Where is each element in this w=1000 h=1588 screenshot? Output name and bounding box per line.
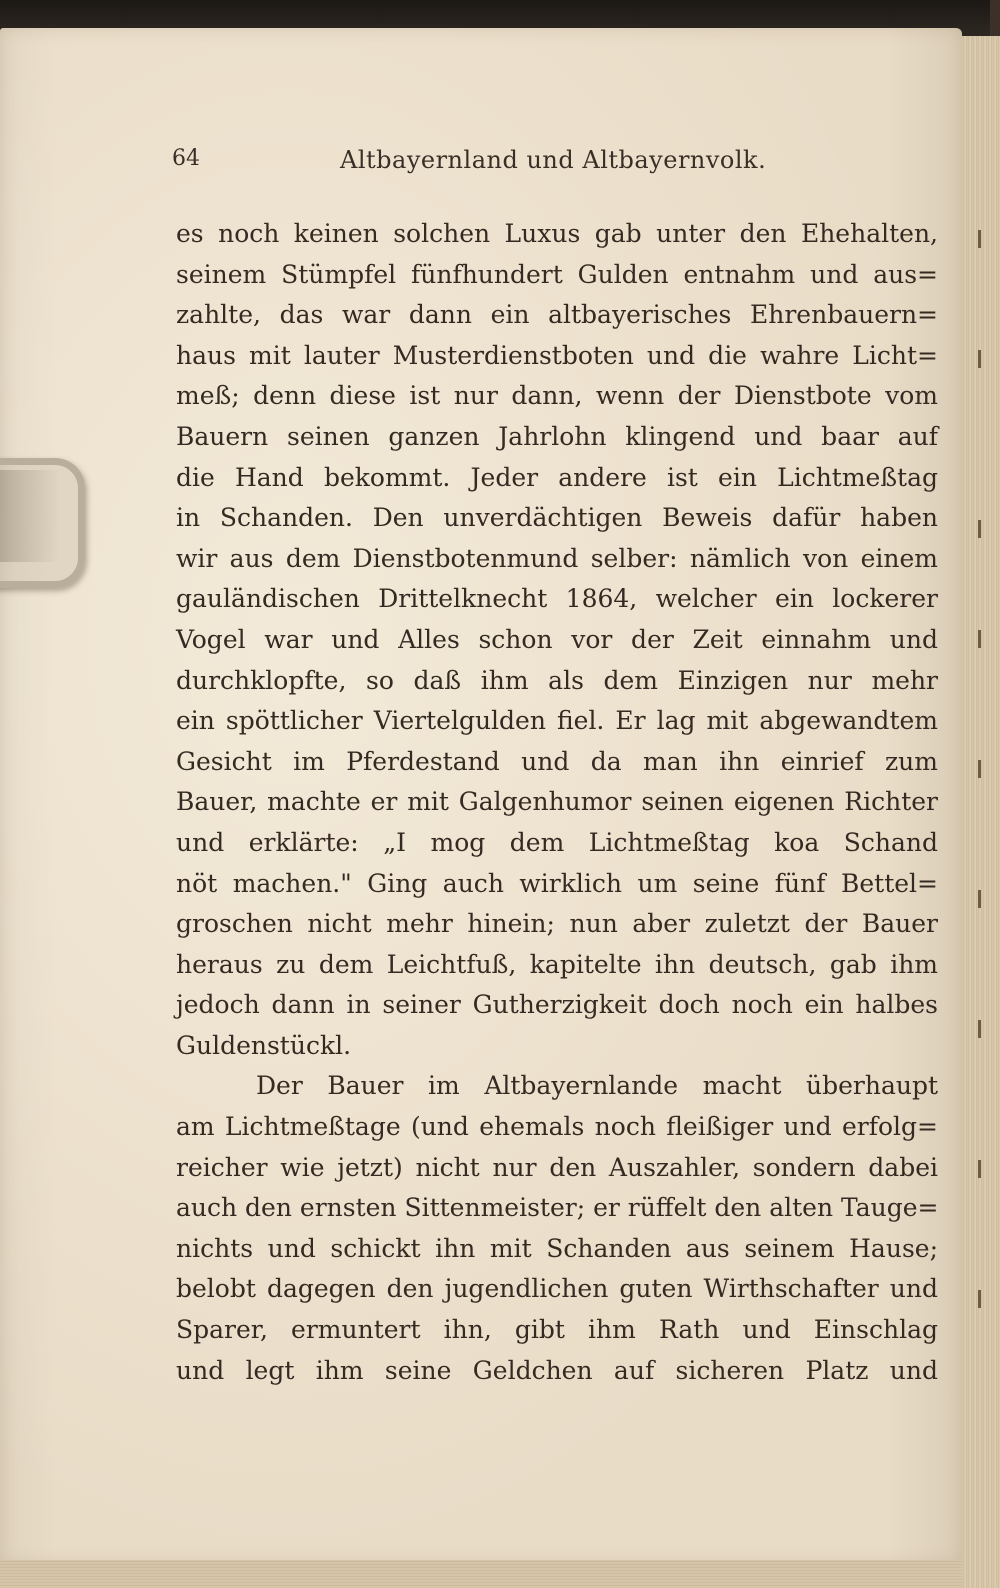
text-line: Bauer, machte er mit Galgenhumor seinen eigenen Richter <box>176 787 938 817</box>
text-line: jedoch dann in seiner Gutherzigkeit doch noch ein halbes <box>176 990 938 1020</box>
margin-mark <box>978 1290 981 1308</box>
text-line: reicher wie jetzt) nicht nur den Auszahler, sondern dabei <box>176 1152 938 1182</box>
running-head: Altbayernland und Altbayernvolk. <box>340 146 767 174</box>
text-line: zahlte, das war dann ein altbayerisches Ehrenbauern= <box>176 300 938 330</box>
adjacent-page-marks <box>978 200 988 1400</box>
text-line: auch den ernsten Sittenmeister; er rüffelt den alten Tauge= <box>176 1193 939 1223</box>
paragraph-1 <box>176 214 938 1066</box>
text-line: nichts und schickt ihn mit Schanden aus seinem Hause; <box>176 1233 938 1263</box>
text-line: Vogel war und Alles schon vor der Zeit einnahm und <box>176 624 938 654</box>
margin-mark <box>978 1020 981 1038</box>
margin-mark <box>978 760 981 778</box>
page-clip <box>0 458 85 588</box>
text-line: die Hand bekommt. Jeder andere ist ein Lichtmeßtag <box>176 462 938 492</box>
text-line: haus mit lauter Musterdienstboten und die wahre Licht= <box>176 340 938 370</box>
page-number: 64 <box>172 146 200 171</box>
text-line: Sparer, ermuntert ihn, gibt ihm Rath und Einschlag <box>176 1315 938 1345</box>
text-line: gauländischen Drittelknecht 1864, welcher ein lockerer <box>176 584 938 614</box>
margin-mark <box>978 230 981 248</box>
text-line: nöt machen." Ging auch wirklich um seine fünf Bettel= <box>176 868 938 898</box>
text-line: am Lichtmeßtage (und ehemals noch fleißiger und erfolg= <box>176 1112 938 1142</box>
text-line: heraus zu dem Leichtfuß, kapitelte ihn deutsch, gab ihm <box>176 949 938 979</box>
text-line: ein spöttlicher Viertelgulden fiel. Er lag mit abgewandtem <box>176 706 938 736</box>
margin-mark <box>978 520 981 538</box>
margin-mark <box>978 890 981 908</box>
paragraph-2 <box>176 1066 938 1391</box>
margin-mark <box>978 350 981 368</box>
margin-mark <box>978 630 981 648</box>
text-line: belobt dagegen den jugendlichen guten Wirthschafter und <box>176 1274 938 1304</box>
text-line: Der Bauer im Altbayernlande macht überhaupt <box>256 1071 938 1101</box>
text-line: es noch keinen solchen Luxus gab unter den Ehehalten, <box>176 219 938 248</box>
page-stack-bottom <box>0 1560 962 1588</box>
text-line: und legt ihm seine Geldchen auf sicheren Platz und <box>176 1355 938 1385</box>
text-line: Gesicht im Pferdestand und da man ihn einrief zum <box>176 746 938 776</box>
text-line: wir aus dem Dienstbotenmund selber: nämlich von einem <box>176 543 938 573</box>
text-line: Guldenstückl. <box>176 1030 352 1060</box>
text-line: in Schanden. Den unverdächtigen Beweis dafür haben <box>176 503 938 533</box>
text-line: und erklärte: „I mog dem Lichtmeßtag koa Schand <box>176 827 938 857</box>
body-text <box>176 214 938 1391</box>
text-line: durchklopfte, so daß ihm als dem Einzigen nur mehr <box>176 665 938 695</box>
text-line: meß; denn diese ist nur dann, wenn der Dienstbote vom <box>176 381 938 411</box>
text-line: Bauern seinen ganzen Jahrlohn klingend und baar auf <box>176 421 938 451</box>
text-line: groschen nicht mehr hinein; nun aber zuletzt der Bauer <box>176 909 938 939</box>
text-line: seinem Stümpfel fünfhundert Gulden entnahm und aus= <box>176 259 938 289</box>
margin-mark <box>978 1160 981 1178</box>
